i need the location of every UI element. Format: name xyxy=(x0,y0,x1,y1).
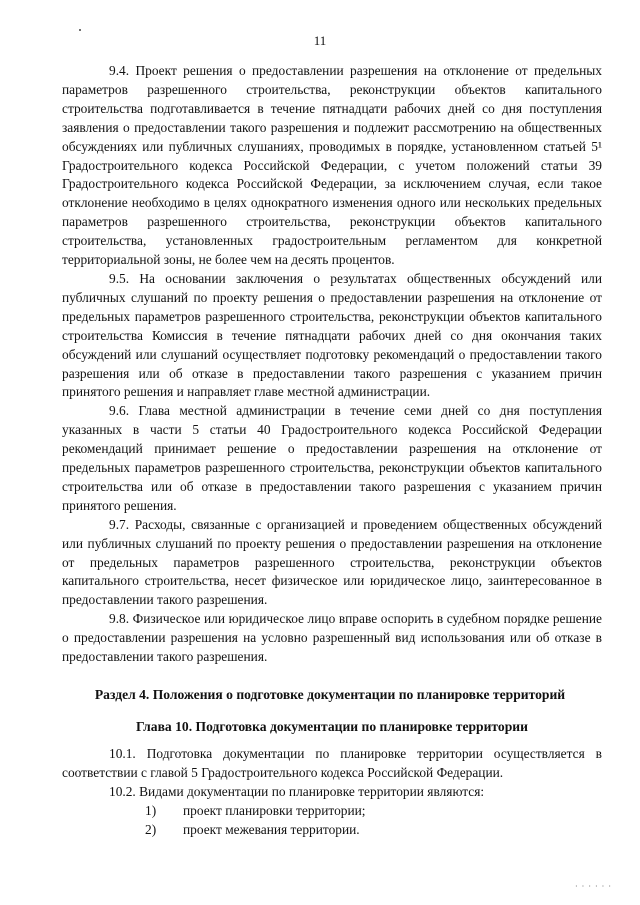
list-item-text: проект планировки территории; xyxy=(183,802,366,818)
scan-speck xyxy=(79,29,81,31)
list-item-number: 2) xyxy=(145,821,157,837)
chapter-heading: Глава 10. Подготовка документации по планировке территории xyxy=(136,719,528,734)
section-heading: Раздел 4. Положения о подготовке документации по планировке территорий xyxy=(94,687,566,702)
paragraph-9-8: 9.8. Физическое или юридическое лицо вправе оспорить в судебном порядке решение о предоставлении разрешения на условно разрешенный вид использования или об отказе в предоставлении такого разрешения. xyxy=(62,611,602,665)
list-item-number: 1) xyxy=(145,802,157,818)
list-item xyxy=(62,821,602,840)
page-number: 11 xyxy=(313,33,327,48)
list-item-text: проект межевания территории. xyxy=(183,821,360,837)
scan-footer-marks: · · · · · · xyxy=(575,882,612,891)
paragraph-9-7: 9.7. Расходы, связанные с организацией и проведением общественных обсуждений или публичных слушаний по проекту решения о предоставлении разрешения на отклонение от предельных параметров разрешенного строительства, реконструкции объектов капитального строительства, несет физическое или юридическое лицо, заинтересованное в предоставлении такого разрешения. xyxy=(62,516,602,608)
page-content xyxy=(62,62,602,840)
list-item xyxy=(62,802,602,821)
paragraph-9-5: 9.5. На основании заключения о результатах общественных обсуждений или публичных слушаний по проекту решения о предоставлении разрешения на отклонение от предельных параметров разрешенного строительства, реконструкции объектов капитального строительства Комиссия в течение пятнадцати рабочих дней со дня окончания таких обсуждений или слушаний осуществляет подготовку рекомендаций о предоставлении такого разрешения или об отказе в предоставлении такого разрешения с указанием причин принятого решения и направляет главе местной администрации. xyxy=(62,270,602,400)
paragraph-10-2: 10.2. Видами документации по планировке территории являются: xyxy=(109,783,485,799)
paragraph-9-6: 9.6. Глава местной администрации в течение семи дней со дня поступления указанных в части 5 статьи 40 Градостроительного кодекса Российской Федерации рекомендаций принимает решение о предоставлении разрешения на отклонение от предельных параметров разрешенного строительства, реконструкции объектов капитального строительства или об отказе в предоставлении такого разрешения с указанием причин принятого решения. xyxy=(62,403,602,513)
paragraph-10-1: 10.1. Подготовка документации по планировке территории осуществляется в соответствии с главой 5 Градостроительного кодекса Российской Федерации. xyxy=(62,746,602,780)
paragraph-9-4: 9.4. Проект решения о предоставлении разрешения на отклонение от предельных параметров разрешенного строительства, реконструкции объектов капитального строительства подготавливается в течение пятнадцати рабочих дней со дня поступления заявления о предоставлении такого разрешения и подлежит рассмотрению на общественных обсуждениях или публичных слушаниях, проводимых в порядке, установленном статьей 5¹ Градостроительного кодекса Российской Федерации, с учетом положений статьи 39 Градостроительного кодекса Российской Федерации, за исключением случая, если такое отклонение необходимо в целях однократного изменения одного или нескольких предельных параметров разрешенного строительства, реконструкции объектов капитального строительства, установленных градостроительным регламентом для конкретной территориальной зоны, не более чем на десять процентов. xyxy=(62,63,602,268)
